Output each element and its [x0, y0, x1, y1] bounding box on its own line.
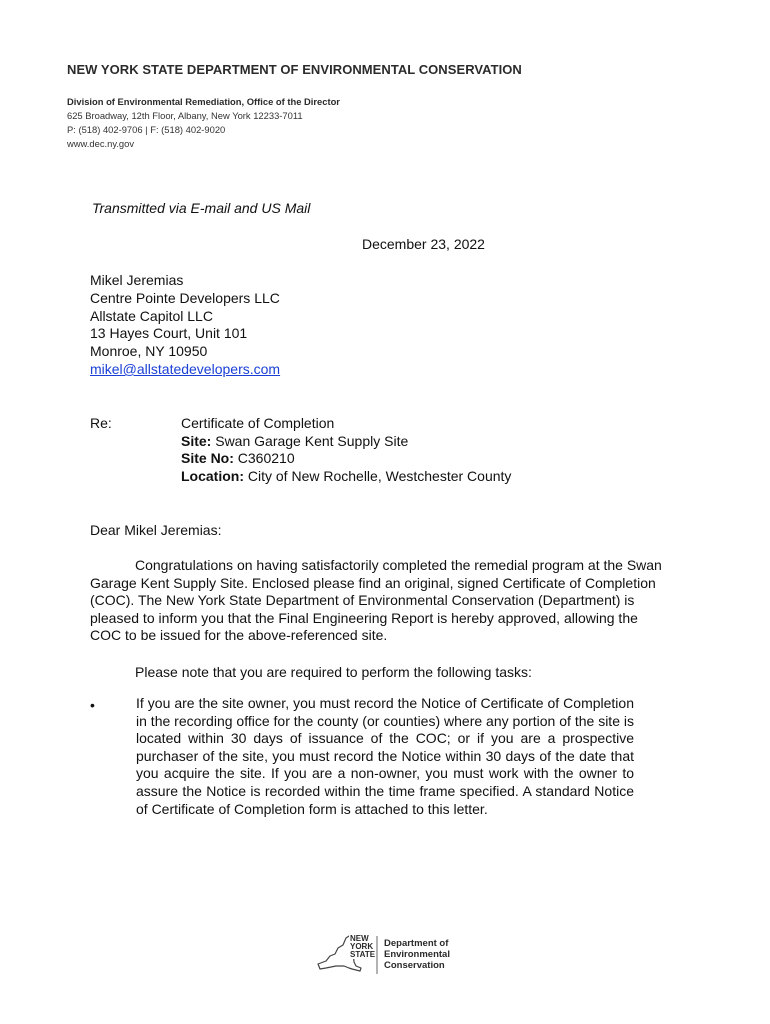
- recipient-company-1: Centre Pointe Developers LLC: [90, 290, 280, 306]
- dec-footer-logo: [316, 934, 466, 981]
- body-paragraph-1: [90, 557, 665, 645]
- salutation: Dear Mikel Jeremias:: [90, 522, 222, 538]
- recipient-city: Monroe, NY 10950: [90, 343, 208, 359]
- ny-wordmark-line-2: YORK: [350, 942, 374, 951]
- recipient-company-2: Allstate Capitol LLC: [90, 308, 213, 324]
- ny-wordmark-line-1: NEW: [350, 934, 369, 943]
- dec-wordmark-line-2: Environmental: [384, 949, 450, 960]
- re-site: [181, 433, 408, 449]
- bullet-item-1: If you are the site owner, you must record the Notice of Certificate of Completion in the recording office for the county (or counties) where any portion of the site is located within 30 days of issuance of the COC; or if you are a prospective purchaser of the site, you must record the Notice within 30 days of the date that you acquire the site. If you are a non-owner, you must work with the owner to assure the Notice is recorded within the time frame specified. A standard Notice of Certificate of Completion form is attached to this letter.: [136, 695, 634, 817]
- re-site-no: [181, 450, 295, 466]
- website-line: www.dec.ny.gov: [67, 138, 135, 149]
- re-site-value: Swan Garage Kent Supply Site: [211, 433, 409, 449]
- re-location: [181, 468, 511, 484]
- body-paragraph-2: [90, 664, 665, 682]
- recipient-name: Mikel Jeremias: [90, 272, 184, 288]
- division-line: Division of Environmental Remediation, Office of the Director: [67, 96, 340, 107]
- phone-fax-line: P: (518) 402-9706 | F: (518) 402-9020: [67, 124, 226, 135]
- re-site-label: Site:: [181, 433, 212, 449]
- re-location-label: Location:: [181, 468, 244, 484]
- ny-state-wordmark: [349, 935, 376, 959]
- address-line: 625 Broadway, 12th Floor, Albany, New York 12233-7011: [67, 110, 303, 121]
- recipient-street: 13 Hayes Court, Unit 101: [90, 325, 248, 341]
- letter-date: December 23, 2022: [362, 236, 485, 252]
- re-label: Re:: [90, 415, 112, 431]
- dec-wordmark: [384, 938, 450, 971]
- ny-wordmark-line-3: STATE: [350, 950, 376, 959]
- re-subject: Certificate of Completion: [181, 415, 335, 431]
- agency-name: NEW YORK STATE DEPARTMENT OF ENVIRONMENTAL CONSERVATION: [67, 62, 522, 77]
- bullet-symbol: •: [90, 697, 95, 713]
- body-paragraph-1-text: Congratulations on having satisfactorily completed the remedial program at the Swan Garage Kent Supply Site. Enclosed please find an original, signed Certificate of Completion (COC). The New York State Department of Environmental Conservation (Department) is pleased to inform you that the Final Engineering Report is hereby approved, allowing the COC to be issued for the above-referenced site.: [90, 557, 662, 644]
- dec-wordmark-line-1: Department of: [384, 938, 449, 949]
- body-paragraph-2-text: Please note that you are required to perform the following tasks:: [135, 664, 532, 680]
- dec-wordmark-line-3: Conservation: [384, 960, 445, 971]
- recipient-email-link[interactable]: mikel@allstatedevelopers.com: [90, 361, 281, 377]
- re-site-no-value: C360210: [233, 450, 295, 466]
- re-location-value: City of New Rochelle, Westchester County: [244, 468, 512, 484]
- re-site-no-label: Site No:: [181, 450, 234, 466]
- transmittal-note: Transmitted via E-mail and US Mail: [92, 200, 311, 216]
